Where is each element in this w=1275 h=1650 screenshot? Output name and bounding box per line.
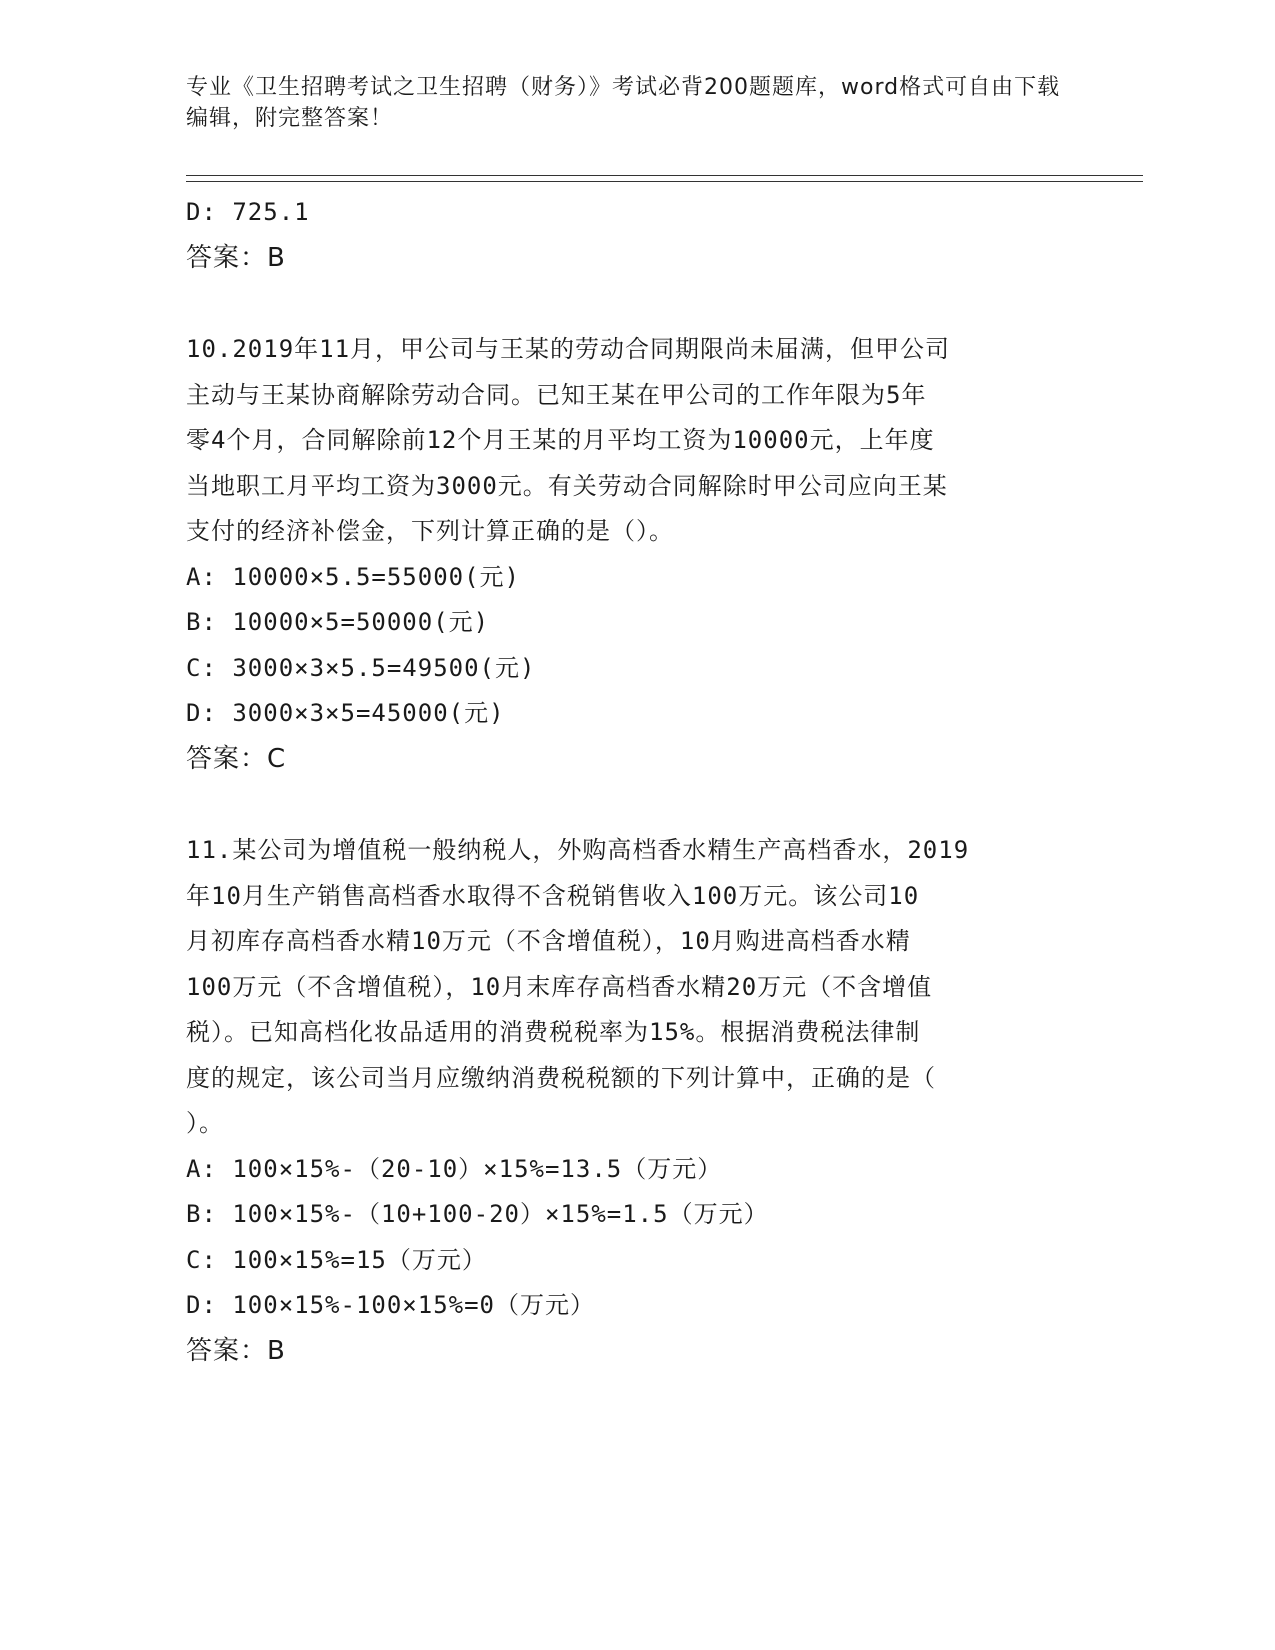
question-11-line-7: ）。 (186, 1109, 224, 1137)
question-10-answer: 答案：C (186, 743, 287, 774)
question-11 (186, 828, 1066, 1374)
question-11-line-2: 年10月生产销售高档香水取得不含税销售收入100万元。该公司10 (186, 881, 920, 910)
question-11-option-b: B: 100×15%-（10+100-20）×15%=1.5（万元） (186, 1200, 769, 1228)
question-11-line-1: 11.某公司为增值税一般纳税人，外购高档香水精生产高档香水，2019 (186, 836, 970, 864)
question-content (186, 190, 1066, 1374)
document-header: 专业《卫生招聘考试之卫生招聘（财务）》考试必背200题题库，word格式可自由下载编辑，附完整答案！ (186, 75, 1061, 131)
question-10 (186, 327, 1066, 782)
question-11-line-3: 月初库存高档香水精10万元（不含增值税），10月购进高档香水精 (186, 927, 911, 955)
question-11-answer: 答案：B (186, 1335, 286, 1366)
question-10-option-d: D: 3000×3×5=45000(元) (186, 699, 505, 727)
question-11-option-d: D: 100×15%-100×15%=0（万元） (186, 1291, 595, 1319)
spacer (186, 281, 1066, 327)
spacer (186, 782, 1066, 828)
header-rule-bottom (186, 181, 1143, 182)
header-rule-top (186, 175, 1143, 176)
question-11-option-c: C: 100×15%=15（万元） (186, 1245, 487, 1274)
question-10-option-c: C: 3000×3×5.5=49500(元) (186, 653, 536, 682)
prev-option-d: D: 725.1 (186, 198, 310, 226)
question-10-line-2: 主动与王某协商解除劳动合同。已知王某在甲公司的工作年限为5年 (186, 380, 927, 409)
question-10-option-a: A: 10000×5.5=55000(元) (186, 562, 520, 591)
question-10-option-b: B: 10000×5=50000(元) (186, 608, 490, 636)
question-10-line-1: 10.2019年11月，甲公司与王某的劳动合同期限尚未届满，但甲公司 (186, 335, 951, 363)
question-11-option-a: A: 100×15%-（20-10）×15%=13.5（万元） (186, 1154, 723, 1183)
question-10-line-4: 当地职工月平均工资为3000元。有关劳动合同解除时甲公司应向王某 (186, 471, 948, 500)
question-11-line-5: 税）。已知高档化妆品适用的消费税税率为15%。根据消费税法律制 (186, 1018, 921, 1046)
prev-answer: 答案：B (186, 242, 286, 273)
question-10-line-5: 支付的经济补偿金，下列计算正确的是（）。 (186, 517, 674, 545)
question-11-line-6: 度的规定，该公司当月应缴纳消费税税额的下列计算中，正确的是（ (186, 1063, 936, 1092)
question-11-line-4: 100万元（不含增值税），10月末库存高档香水精20万元（不含增值 (186, 972, 933, 1001)
question-10-line-3: 零4个月，合同解除前12个月王某的月平均工资为10000元，上年度 (186, 426, 935, 454)
